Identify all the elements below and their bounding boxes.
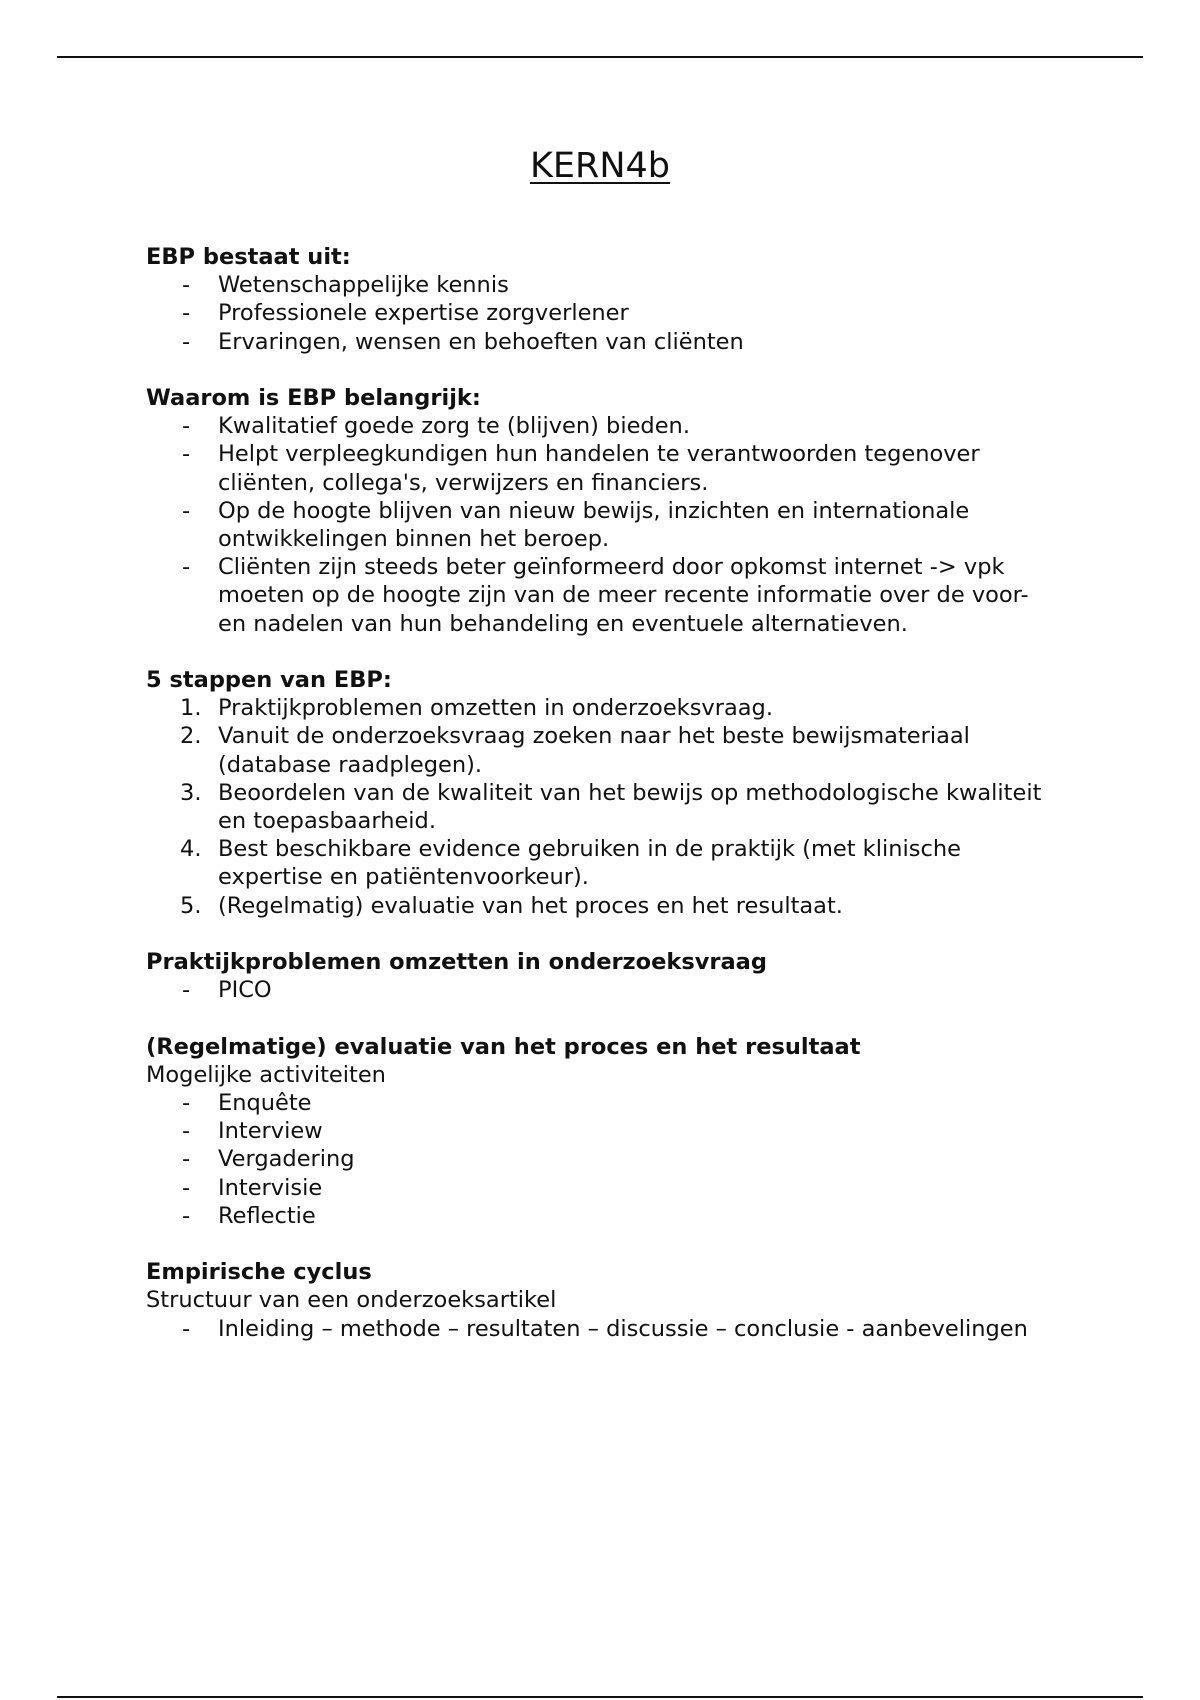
bullet-list (146, 1315, 1046, 1343)
section-heading: EBP bestaat uit: (146, 244, 351, 270)
bullet-dash: - (182, 328, 191, 355)
list-item-text: Praktijkproblemen omzetten in onderzoeksvraag. (218, 695, 773, 722)
section-waarom-belangrijk (146, 384, 1046, 638)
section-heading: (Regelmatige) evaluatie van het proces en het resultaat (146, 1033, 861, 1060)
list-item (146, 694, 1046, 722)
list-item-text: Professionele expertise zorgverlener (218, 300, 629, 327)
list-item (146, 1089, 1046, 1117)
top-rule (57, 56, 1143, 58)
list-item-text: Kwalitatief goede zorg te (blijven) bieden. (218, 413, 690, 440)
bullet-dash: - (182, 977, 191, 1004)
bottom-rule (57, 1696, 1143, 1698)
section-ebp-bestaat-uit (146, 243, 1046, 356)
bullet-dash: - (182, 497, 191, 524)
bullet-list (146, 1089, 1046, 1230)
list-item-text: Helpt verpleegkundigen hun handelen te verantwoorden tegenover cliënten, collega's, verwijzers en financiers. (218, 441, 980, 496)
list-item (146, 299, 1046, 327)
list-item (146, 1145, 1046, 1173)
list-item-text: Ervaringen, wensen en behoeften van cliënten (218, 328, 744, 355)
list-item (146, 412, 1046, 440)
list-item (146, 1174, 1046, 1202)
list-item-text: Inleiding – methode – resultaten – discussie – conclusie - aanbevelingen (218, 1315, 1028, 1342)
bullet-list (146, 412, 1046, 638)
bullet-dash: - (182, 1090, 191, 1117)
list-item-text: Cliënten zijn steeds beter geïnformeerd door opkomst internet -> vpk moeten op de hoogte zijn van de meer recente informatie over de voor- en nadelen van hun behandeling en eventuele alternatieven. (218, 554, 1029, 637)
list-item-text: Intervisie (218, 1174, 323, 1201)
bullet-list (146, 976, 1046, 1004)
list-item (146, 722, 1046, 778)
list-item (146, 976, 1046, 1004)
section-heading: Waarom is EBP belangrijk: (146, 385, 481, 411)
list-item (146, 1315, 1046, 1343)
section-praktijkproblemen (146, 948, 1046, 1004)
page-title: KERN4b (529, 146, 671, 186)
list-number: 5. (180, 892, 202, 919)
list-item-text: PICO (218, 977, 272, 1004)
list-item-text: Vergadering (218, 1146, 355, 1173)
list-item (146, 440, 1046, 496)
list-item (146, 1202, 1046, 1230)
section-subtext: Mogelijke activiteiten (146, 1061, 386, 1088)
bullet-dash: - (182, 554, 191, 581)
list-item-text: Op de hoogte blijven van nieuw bewijs, inzichten en internationale ontwikkelingen binnen het beroep. (218, 497, 970, 553)
list-item-text: Enquête (218, 1090, 312, 1117)
list-item (146, 779, 1046, 835)
list-number: 4. (180, 836, 202, 863)
document-body (146, 243, 1046, 1371)
list-item-text: Interview (218, 1118, 323, 1145)
section-empirische-cyclus (146, 1258, 1046, 1343)
list-item (146, 271, 1046, 299)
list-item (146, 497, 1046, 553)
bullet-dash: - (182, 1146, 191, 1173)
list-item-text: Wetenschappelijke kennis (218, 272, 509, 299)
bullet-dash: - (182, 300, 191, 327)
section-heading: 5 stappen van EBP: (146, 667, 392, 694)
bullet-dash: - (182, 272, 191, 299)
bullet-dash: - (182, 1315, 191, 1342)
bullet-dash: - (182, 441, 191, 468)
bullet-dash: - (182, 1174, 191, 1201)
bullet-list (146, 271, 1046, 356)
numbered-list (146, 694, 1046, 920)
list-item (146, 553, 1046, 638)
bullet-dash: - (182, 1118, 191, 1145)
section-evaluatie (146, 1033, 1046, 1230)
list-item-text: Best beschikbare evidence gebruiken in de praktijk (met klinische expertise en patiëntenvoorkeur). (218, 836, 961, 891)
bullet-dash: - (182, 1202, 191, 1229)
list-item-text: (Regelmatig) evaluatie van het proces en het resultaat. (218, 892, 843, 919)
list-item (146, 1117, 1046, 1145)
section-heading: Empirische cyclus (146, 1259, 372, 1286)
list-item-text: Vanuit de onderzoeksvraag zoeken naar het beste bewijsmateriaal (database raadplegen). (218, 723, 970, 778)
list-item-text: Beoordelen van de kwaliteit van het bewijs op methodologische kwaliteit en toepasbaarheid. (218, 779, 1042, 835)
list-item (146, 892, 1046, 920)
bullet-dash: - (182, 413, 191, 440)
list-item-text: Reflectie (218, 1202, 316, 1229)
list-item (146, 328, 1046, 356)
list-item (146, 835, 1046, 891)
section-subtext: Structuur van een onderzoeksartikel (146, 1287, 557, 1314)
list-number: 3. (180, 779, 202, 806)
list-number: 1. (180, 695, 202, 722)
section-heading: Praktijkproblemen omzetten in onderzoeksvraag (146, 949, 767, 976)
list-number: 2. (180, 723, 202, 750)
section-vijf-stappen (146, 666, 1046, 920)
